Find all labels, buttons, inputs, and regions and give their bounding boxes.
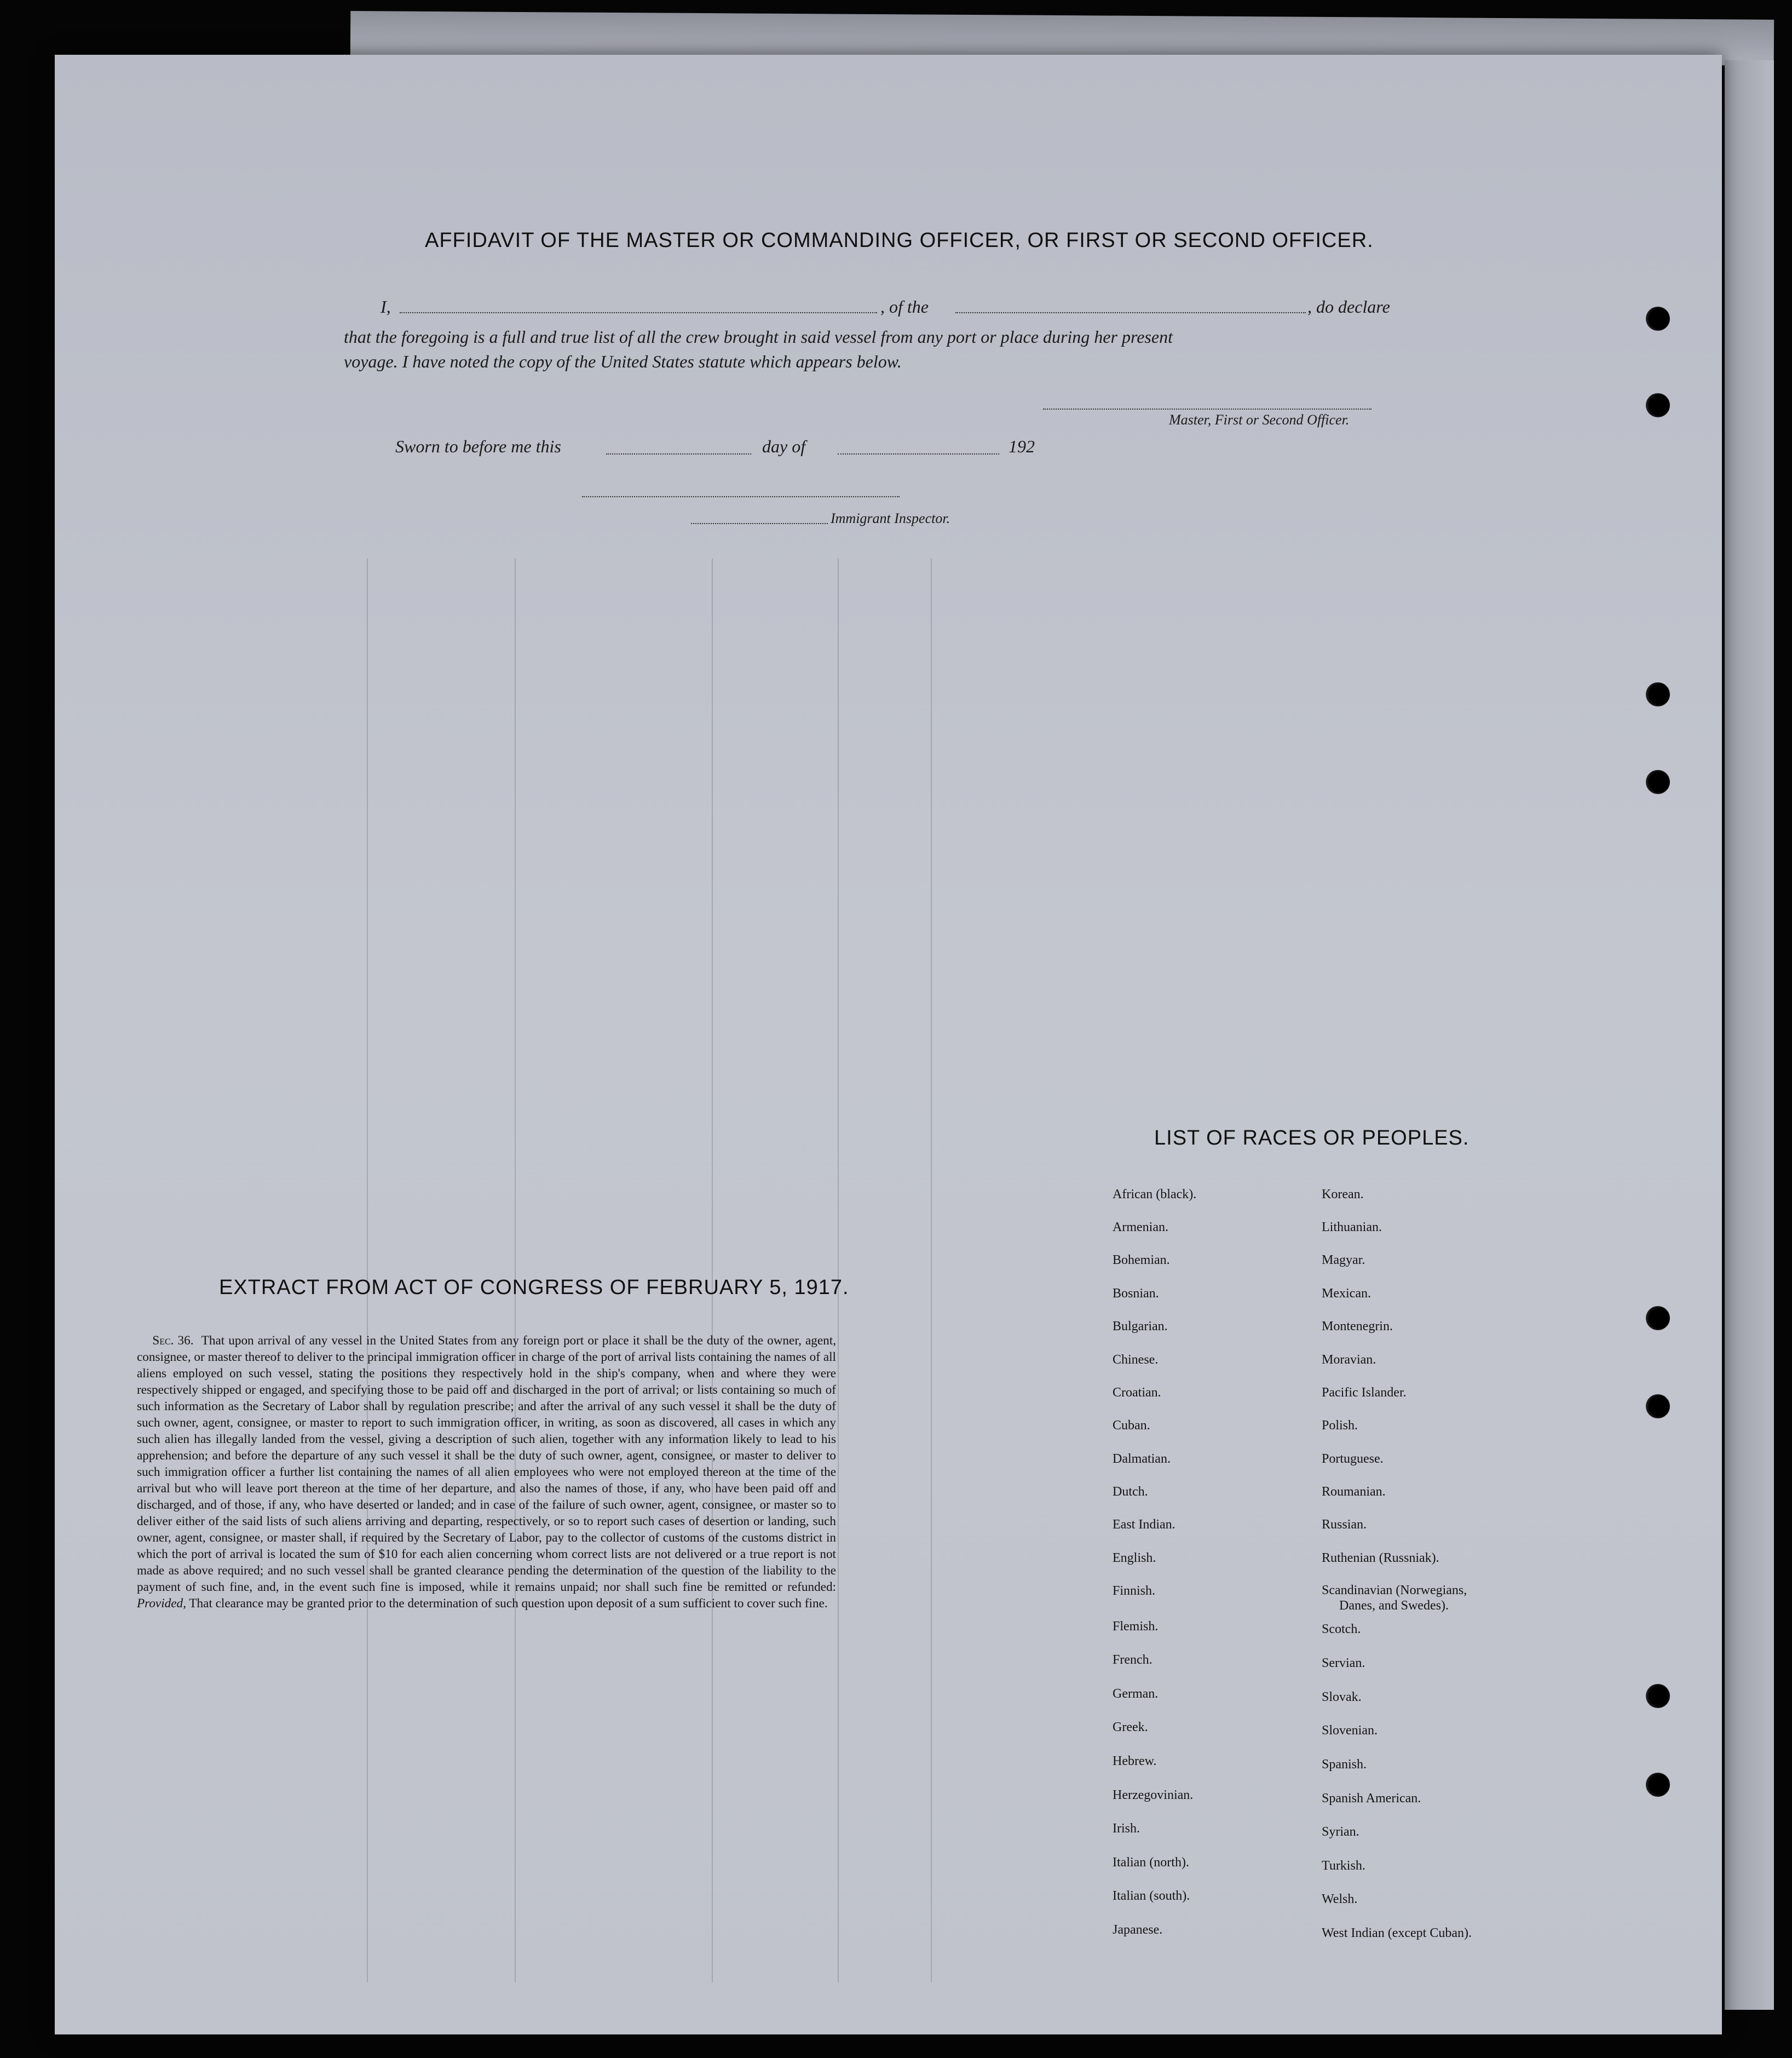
race-item: Cuban. <box>1113 1418 1150 1433</box>
race-item: Bulgarian. <box>1113 1319 1168 1333</box>
race-item: Finnish. <box>1113 1584 1156 1598</box>
race-item: German. <box>1113 1687 1159 1701</box>
master-signature-field[interactable] <box>1043 409 1372 410</box>
extract-section-label: Sec. 36. <box>152 1333 194 1348</box>
race-item: Turkish. <box>1322 1859 1365 1873</box>
ghost-rule <box>838 559 839 1982</box>
race-item: Russian. <box>1322 1517 1367 1532</box>
race-item-two-line <box>1322 1583 1467 1613</box>
inspector-signature-field[interactable] <box>582 496 900 497</box>
race-item: West Indian (except Cuban). <box>1322 1926 1472 1940</box>
affidavit-of-the-label: , of the <box>880 297 929 317</box>
race-item: Scandinavian (Norwegians, <box>1322 1583 1467 1597</box>
race-item: Montenegrin. <box>1322 1319 1393 1333</box>
race-item: Welsh. <box>1322 1892 1358 1906</box>
master-name-field[interactable] <box>400 312 877 313</box>
race-item: Chinese. <box>1113 1353 1159 1367</box>
affidavit-line-2: that the foregoing is a full and true list of all the crew brought in said vessel from any port or place during her present <box>344 327 1173 347</box>
race-item: Armenian. <box>1113 1220 1168 1234</box>
race-item: Irish. <box>1113 1821 1140 1836</box>
master-signature-label: Master, First or Second Officer. <box>1169 412 1350 428</box>
race-item: Portuguese. <box>1322 1452 1384 1466</box>
sworn-day-field[interactable] <box>606 453 751 455</box>
day-of-label: day of <box>762 436 806 456</box>
inspector-name-field[interactable] <box>691 523 828 524</box>
punch-hole <box>1646 307 1670 331</box>
ghost-rule <box>515 559 516 1982</box>
race-item: Greek. <box>1113 1720 1148 1734</box>
race-item: Mexican. <box>1322 1286 1371 1301</box>
underlying-page-edge-right <box>1725 60 1774 2010</box>
race-item: English. <box>1113 1551 1156 1565</box>
race-item: Japanese. <box>1113 1923 1163 1937</box>
punch-hole <box>1646 1684 1670 1708</box>
vessel-name-field[interactable] <box>955 312 1306 313</box>
race-item: African (black). <box>1113 1187 1197 1202</box>
inspector-label: Immigrant Inspector. <box>831 510 950 526</box>
affidavit-i-label: I, <box>381 297 391 317</box>
ghost-rule <box>712 559 713 1982</box>
race-item: Hebrew. <box>1113 1754 1157 1768</box>
race-item: Moravian. <box>1322 1353 1376 1367</box>
punch-hole <box>1646 770 1670 794</box>
affidavit-do-declare-label: , do declare <box>1307 297 1390 317</box>
race-item: Croatian. <box>1113 1386 1161 1400</box>
race-item: Italian (south). <box>1113 1889 1190 1903</box>
race-item: French. <box>1113 1653 1153 1667</box>
race-item: Magyar. <box>1322 1253 1365 1267</box>
race-item: Pacific Islander. <box>1322 1386 1407 1400</box>
race-item: Flemish. <box>1113 1619 1159 1634</box>
race-item: Polish. <box>1322 1418 1358 1433</box>
race-item: Syrian. <box>1322 1825 1359 1839</box>
race-item: Bosnian. <box>1113 1286 1159 1301</box>
races-title: LIST OF RACES OR PEOPLES. <box>1154 1126 1470 1149</box>
punch-hole <box>1646 1773 1670 1797</box>
year-label: 192 <box>1009 436 1035 456</box>
race-item: Korean. <box>1322 1187 1364 1202</box>
affidavit-title: AFFIDAVIT OF THE MASTER OR COMMANDING OFFICER, OR FIRST OR SECOND OFFICER. <box>425 229 1374 252</box>
race-item: Scotch. <box>1322 1622 1361 1636</box>
race-item: Servian. <box>1322 1656 1365 1670</box>
extract-body <box>137 1332 836 1612</box>
race-item: Dalmatian. <box>1113 1452 1171 1466</box>
sworn-month-field[interactable] <box>838 453 999 455</box>
punch-hole <box>1646 393 1670 417</box>
race-item: Italian (north). <box>1113 1855 1189 1870</box>
race-item: Slovenian. <box>1322 1723 1378 1738</box>
punch-hole <box>1646 1306 1670 1330</box>
sworn-label: Sworn to before me this <box>395 436 561 456</box>
ghost-rule <box>931 559 932 1982</box>
race-item: East Indian. <box>1113 1517 1176 1532</box>
race-item-continuation: Danes, and Swedes). <box>1339 1599 1449 1613</box>
race-item: Ruthenian (Russniak). <box>1322 1551 1439 1565</box>
race-item: Herzegovinian. <box>1113 1788 1194 1802</box>
ghost-rule <box>367 559 368 1982</box>
punch-hole <box>1646 682 1670 706</box>
punch-hole <box>1646 1394 1670 1418</box>
extract-body-a: That upon arrival of any vessel in the United States from any foreign port or place it shall be the duty of the owner, agent, consignee, or master thereof to deliver to the principal immigration officer in charge of the port of arrival lists containing the names of all aliens employed on such vessel, stating the positions they respectively hold in the ship's company, when and where they were respectively shipped or engaged, and specifying those to be paid off and discharged in the port of arrival; or lists containing so much of such information as the Secretary of Labor shall by regulation prescribe; and after the arrival of any such vessel it shall be the duty of such owner, agent, consignee, or master to report to such immigration officer, in writing, as soon as discovered, all cases in which any such alien has illegally landed from the vessel, giving a description of such alien, together with any information likely to lead to his apprehension; and before the departure of any such vessel it shall be the duty of such owner, agent, consignee, or master to deliver to such immigration officer a further list containing the names of all alien employees who were not employed thereon at the time of the arrival but who will leave port thereon at the time of her departure, and also the names of those, if any, who have been paid off and discharged, and of those, if any, who have deserted or landed; and in case of the failure of such owner, agent, consignee, or master so to deliver either of the said lists of such aliens arriving and departing, respectively, or so to report such cases of desertion or landing, such owner, agent, consignee, or master shall, if required by the Secretary of Labor, pay to the collector of customs of the customs district in which the port of arrival is located the sum of $10 for each alien concerning whom correct lists are not delivered or a true report is not made as above required; and no such vessel shall be granted clearance pending the determination of the question of the liability to the payment of such fine, and, in the event such fine is imposed, while it remains unpaid; nor shall such fine be remitted or refunded: <box>137 1333 837 1594</box>
race-item: Spanish. <box>1322 1757 1367 1772</box>
extract-provided-label: Provided, <box>137 1596 186 1611</box>
race-item: Bohemian. <box>1113 1253 1170 1267</box>
race-item: Lithuanian. <box>1322 1220 1382 1234</box>
affidavit-line-3: voyage. I have noted the copy of the United States statute which appears below. <box>344 352 902 371</box>
race-item: Spanish American. <box>1322 1791 1421 1806</box>
race-item: Roumanian. <box>1322 1485 1386 1499</box>
race-item: Slovak. <box>1322 1690 1362 1704</box>
extract-body-b: That clearance may be granted prior to the determination of such question upon deposit of a sum sufficient to cover such fine. <box>189 1596 828 1611</box>
extract-title: EXTRACT FROM ACT OF CONGRESS OF FEBRUARY 5, 1917. <box>219 1276 849 1299</box>
race-item: Dutch. <box>1113 1485 1148 1499</box>
